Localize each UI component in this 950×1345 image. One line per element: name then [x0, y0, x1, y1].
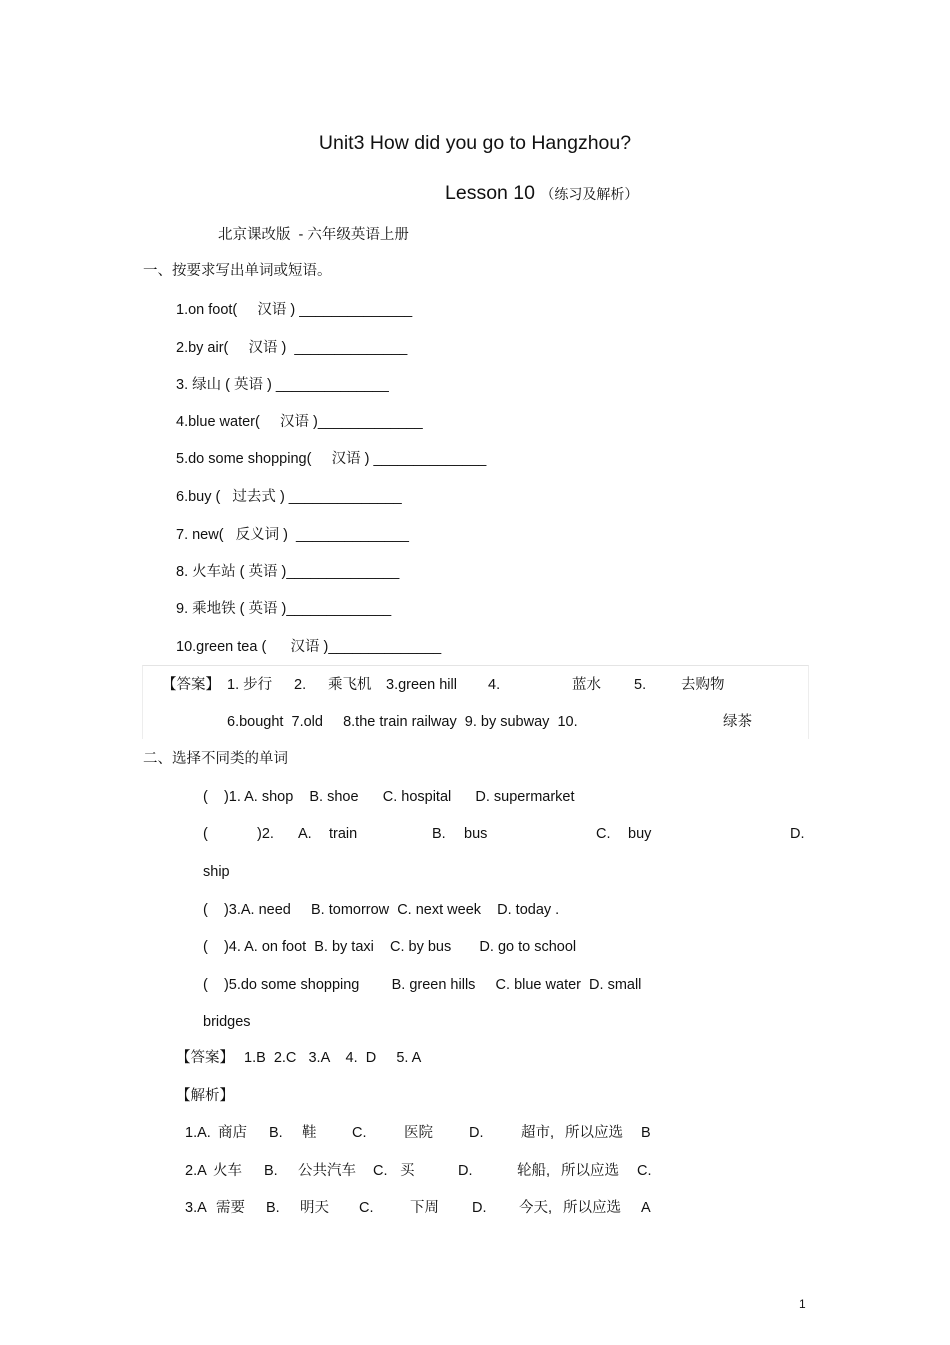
s1-item-1: 1.on foot( 汉语 ) ______________ [176, 302, 413, 318]
s1-item-8: 8. 火车站 ( 英语 )______________ [176, 564, 400, 580]
explain1-b-text: 鞋 [302, 1125, 317, 1141]
page-number: 1 [799, 1297, 806, 1311]
page-title: Unit3 How did you go to Hangzhou? [318, 132, 632, 154]
textbook-subtitle: 北京课改版 - 六年级英语上册 [218, 227, 409, 243]
s1-answer-5: 去购物 [681, 677, 725, 693]
explain3-c: C. [359, 1200, 374, 1216]
explain1-answer: B [641, 1125, 651, 1141]
explain1-choose: 所以应选 [565, 1125, 623, 1141]
s1-answer-2: 乘飞机 [328, 677, 372, 693]
s2-question-4: ( )4. A. on foot B. by taxi C. by bus D. go to school [203, 939, 577, 955]
explain1-b: B. [269, 1125, 283, 1141]
s1-item-2: 2.by air( 汉语 ) ______________ [176, 340, 408, 356]
s2-explain-label: 【解析】 [176, 1088, 234, 1104]
s2-q2-a: A. [298, 826, 312, 842]
s2-q2-c: C. [596, 826, 611, 842]
explain3-d: D. [472, 1200, 487, 1216]
s1-item-9: 9. 乘地铁 ( 英语 )_____________ [176, 601, 392, 617]
s2-q2-paren: ( [203, 826, 208, 842]
lesson-note: （练习及解析） [540, 186, 639, 202]
explain1-c-text: 医院 [404, 1125, 433, 1141]
lesson-heading [445, 181, 638, 206]
explain2-c: C. [373, 1163, 388, 1179]
s1-answer-2-num: 2. [294, 677, 307, 693]
section2-heading: 二、选择不同类的单词 [143, 751, 288, 767]
explain3-answer: A [641, 1200, 651, 1216]
explain3-a-text: 需要 [216, 1200, 245, 1216]
s1-answer-4-num: 4. [488, 677, 501, 693]
explain1-a-text: 商店 [218, 1125, 247, 1141]
explain3-b: B. [266, 1200, 280, 1216]
s2-answer-label: 【答案】 [176, 1050, 234, 1066]
explain2-c-text: 买 [400, 1163, 415, 1179]
explain2-b-text: 公共汽车 [298, 1163, 356, 1179]
explain3-d-text: 今天, [519, 1200, 553, 1216]
s1-answer-5-num: 5. [634, 677, 647, 693]
s2-q2-c-text: buy [628, 826, 652, 842]
explain1-a: 1.A. [185, 1125, 211, 1141]
section1-heading: 一、按要求写出单词或短语。 [143, 263, 332, 279]
explain3-a: 3.A [185, 1200, 207, 1216]
s2-q2-b: B. [432, 826, 446, 842]
s1-item-3: 3. 绿山 ( 英语 ) ______________ [176, 377, 389, 393]
s1-item-6: 6.buy ( 过去式 ) ______________ [176, 489, 402, 505]
s2-q2-d: D. [790, 826, 805, 842]
s2-q2-cont: ship [203, 864, 230, 880]
explain1-d: D. [469, 1125, 484, 1141]
explain3-b-text: 明天 [300, 1200, 329, 1216]
explain3-choose: 所以应选 [563, 1200, 621, 1216]
explain2-a-text: 火车 [213, 1163, 242, 1179]
explain2-d-text: 轮船, [517, 1163, 551, 1179]
s2-answer-text: 1.B 2.C 3.A 4. D 5. A [244, 1050, 422, 1066]
explain2-b: B. [264, 1163, 278, 1179]
s2-question-1: ( )1. A. shop B. shoe C. hospital D. supermarket [203, 789, 575, 805]
s1-item-5: 5.do some shopping( 汉语 ) ______________ [176, 451, 487, 467]
explain3-c-text: 下周 [410, 1200, 439, 1216]
explain2-answer: C. [637, 1163, 652, 1179]
s2-question-3: ( )3.A. need B. tomorrow C. next week D. today . [203, 902, 560, 918]
explain2-a: 2.A [185, 1163, 207, 1179]
explain2-choose: 所以应选 [561, 1163, 619, 1179]
s1-answer-label: 【答案】 [162, 677, 220, 693]
s1-answer-row2: 6.bought 7.old 8.the train railway 9. by subway 10. [227, 714, 578, 730]
explain1-d-text: 超市, [521, 1125, 555, 1141]
s1-answer-4: 蓝水 [572, 677, 601, 693]
s1-answer-1: 1. 步行 [227, 677, 273, 693]
s2-question-5-cont: bridges [203, 1014, 251, 1030]
s1-item-10: 10.green tea ( 汉语 )______________ [176, 639, 442, 655]
s1-answer-10: 绿茶 [723, 714, 752, 730]
s1-item-4: 4.blue water( 汉语 )_____________ [176, 414, 423, 430]
s2-q2-b-text: bus [464, 826, 488, 842]
s1-item-7: 7. new( 反义词 ) ______________ [176, 527, 409, 543]
explain2-d: D. [458, 1163, 473, 1179]
s2-q2-num: )2. [257, 826, 274, 842]
explain1-c: C. [352, 1125, 367, 1141]
s2-q2-a-text: train [329, 826, 358, 842]
lesson-title: Lesson 10 [445, 182, 535, 204]
s2-question-5: ( )5.do some shopping B. green hills C. blue water D. small [203, 977, 642, 993]
s1-answer-3: 3.green hill [386, 677, 457, 693]
